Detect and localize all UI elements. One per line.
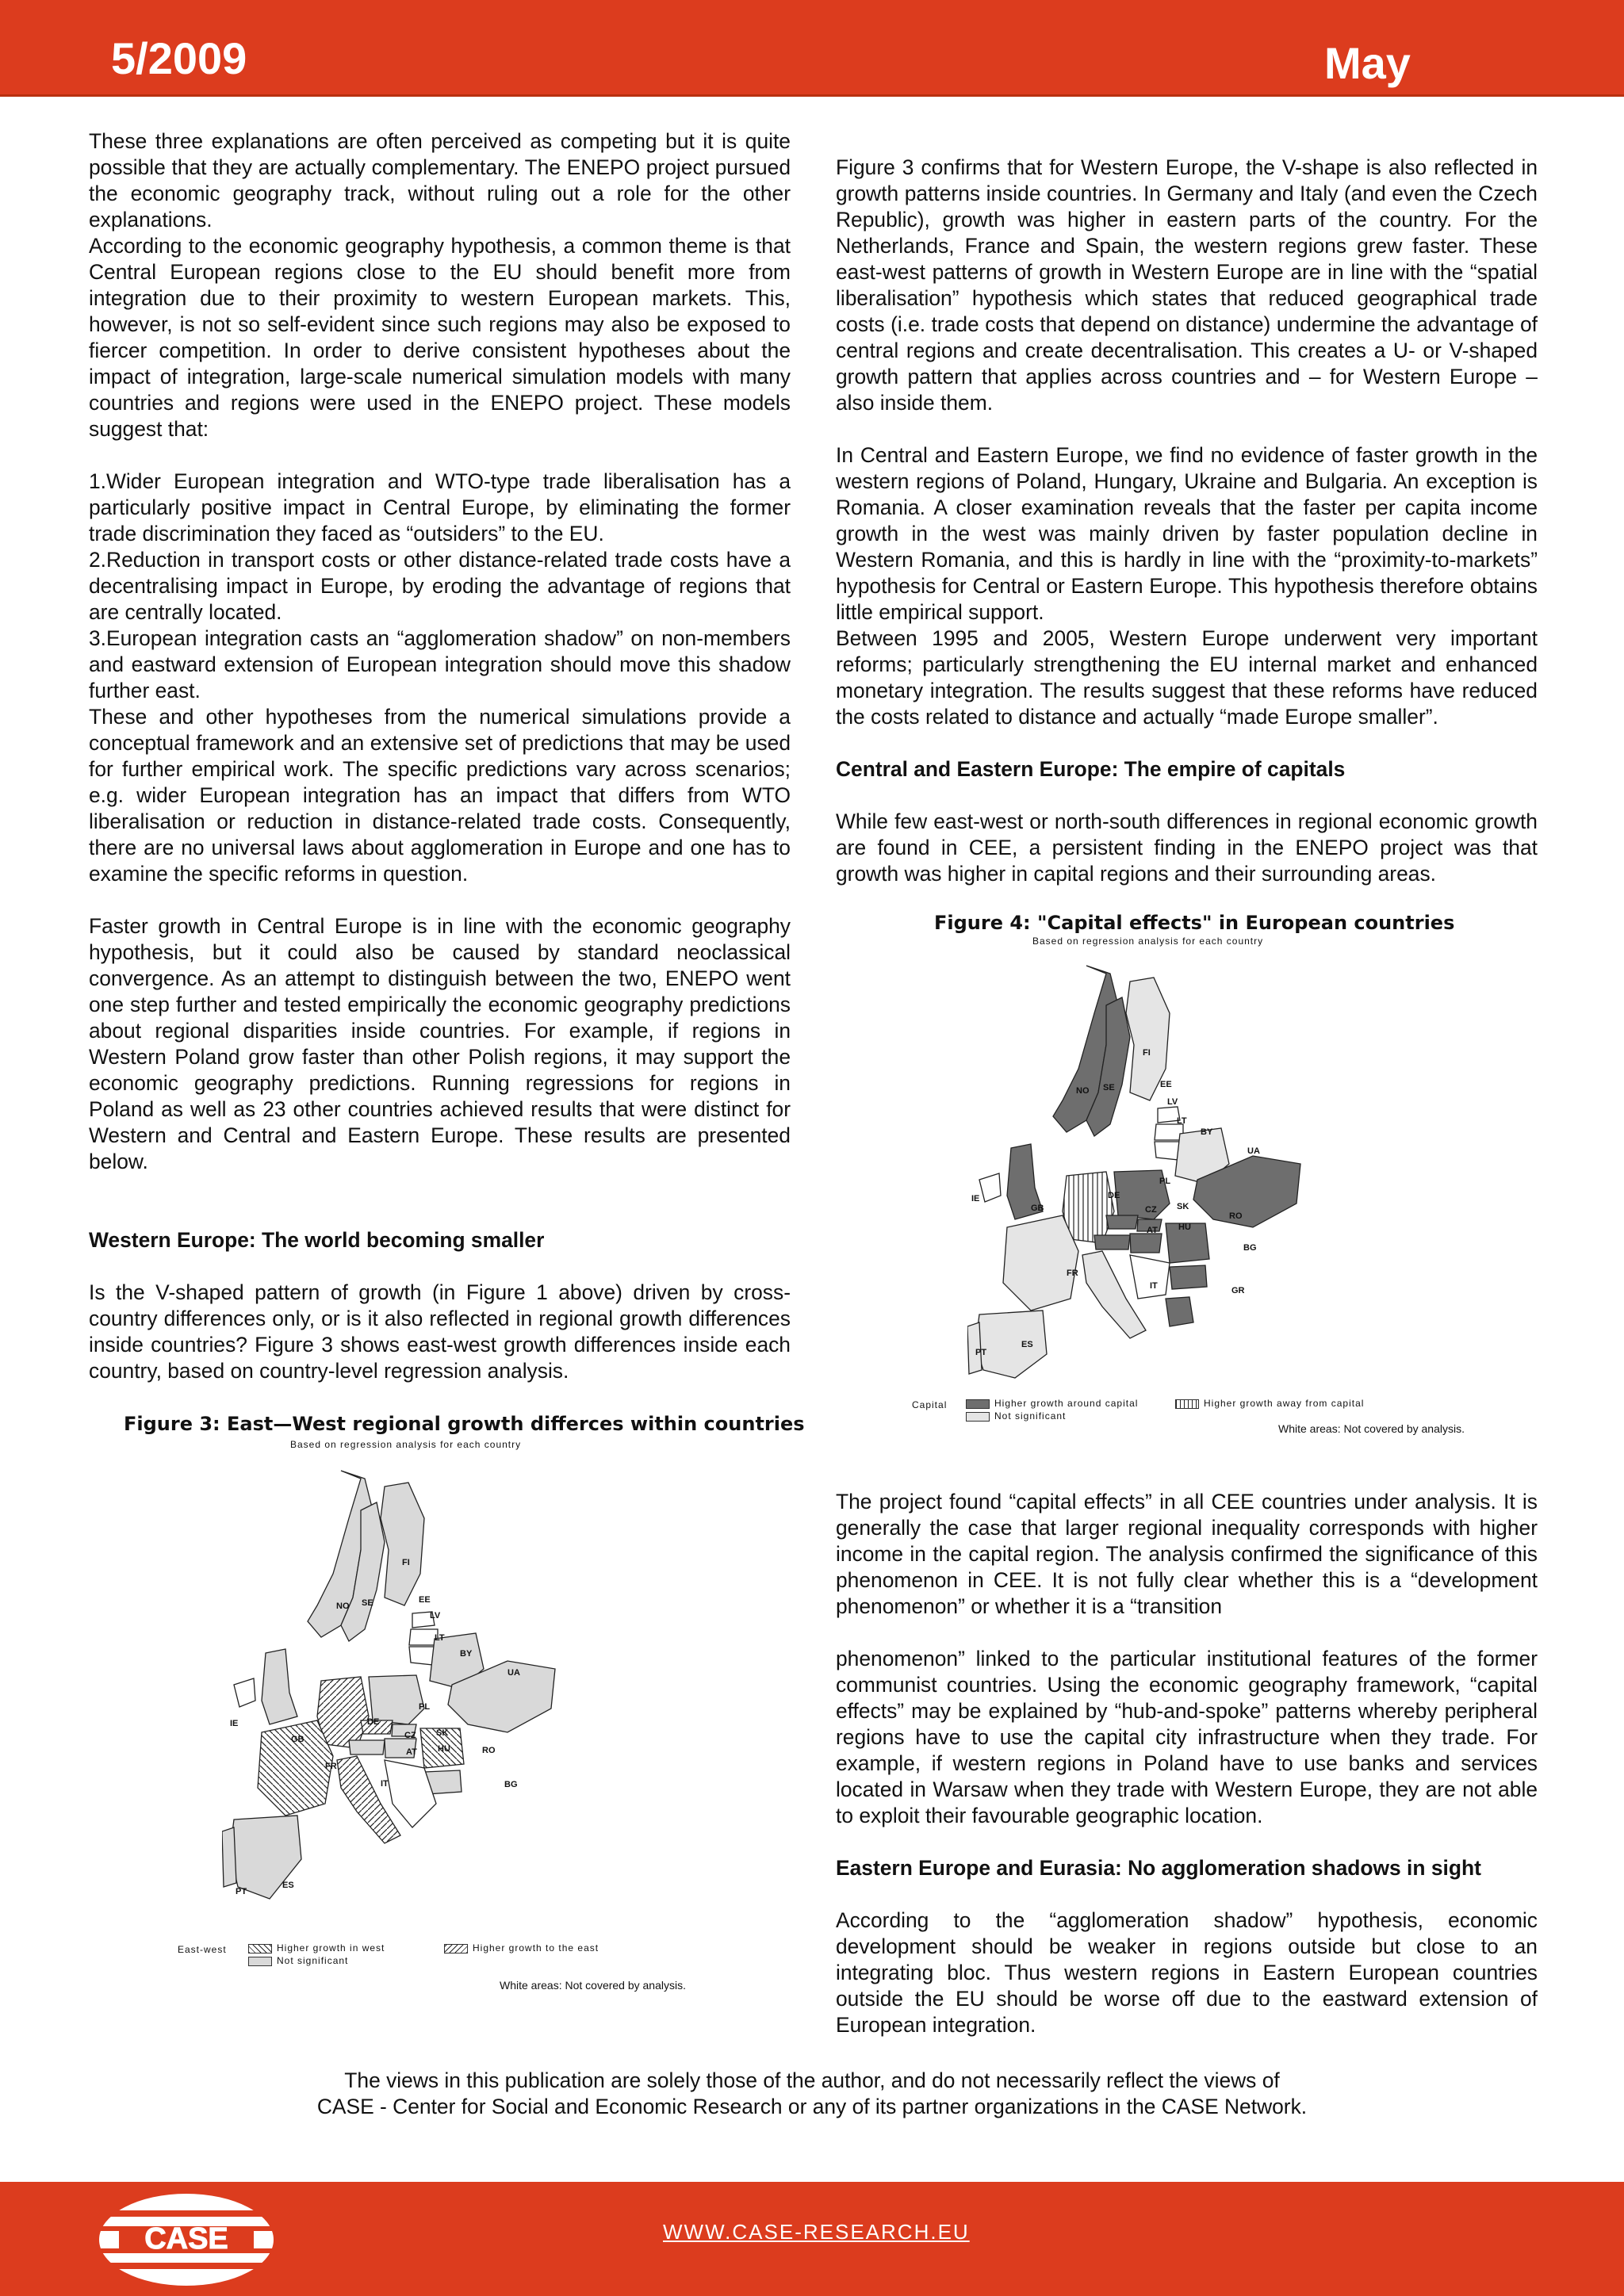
map-region-hu bbox=[1130, 1234, 1162, 1253]
legend-item: Higher growth around capital bbox=[966, 1398, 1138, 1409]
map-label: DE bbox=[1108, 1191, 1120, 1200]
paragraph: According to the economic geography hypothesis, a common theme is that Central European regions close to the EU should benefit more from integration due to their proximity to western European markets. This, however, is not so self-evident since such regions may also be exposed to fiercer competition. In order to derive consistent hypotheses about the impact of integration, large-scale numerical simulation models with many countries and regions were used in the ENEPO project. These models suggest that: bbox=[89, 234, 791, 441]
map-label: LV bbox=[1167, 1097, 1178, 1107]
map-label: GB bbox=[291, 1735, 304, 1744]
map-region-ie bbox=[979, 1173, 1001, 1202]
map-label: LV bbox=[430, 1611, 441, 1621]
map-region-lt bbox=[409, 1647, 435, 1665]
paragraph: According to the “agglomeration shadow” hypothesis, economic development should be weaker in regions outside but close to an integrating bloc. Thus western regions in Eastern European countries outside the EU should be worse off due to the eastward extension of European integration. bbox=[836, 1908, 1538, 2037]
legend-swatch-east bbox=[444, 1944, 468, 1954]
legend-label: Capital bbox=[912, 1399, 948, 1410]
map-label: CZ bbox=[404, 1731, 416, 1740]
map-label: RO bbox=[1229, 1211, 1243, 1221]
map-label: NO bbox=[1076, 1086, 1090, 1096]
legend-item: Higher growth in west bbox=[248, 1942, 385, 1954]
map-region-cz bbox=[1106, 1215, 1138, 1229]
paragraph: Faster growth in Central Europe is in line with the economic geography hypothesis, but it could also be caused by standard neoclassical convergence. As an attempt to distinguish between the two, ENEPO went one step further and tested empirically the economic geography predictions about regional disparities inside countries. For example, if regions in Western Poland grow faster than other Polish regions, it may support the economic geography predictions. Running regressions for regions in Poland as well as 23 other countries achieved results that were distinct for Western and Central and Eastern Europe. These results are presented below. bbox=[89, 914, 791, 1173]
header-bar bbox=[0, 0, 1624, 97]
website-link[interactable]: WWW.CASE-RESEARCH.EU bbox=[663, 2220, 970, 2244]
section-heading: Western Europe: The world becoming smaller bbox=[89, 1228, 545, 1252]
logo-text: CASE bbox=[144, 2222, 228, 2256]
map-label: BY bbox=[460, 1649, 473, 1659]
map-label: AT bbox=[406, 1747, 417, 1757]
map-label: LT bbox=[1177, 1116, 1187, 1126]
paragraph: These three explanations are often perceived as competing but it is quite possible that they are actually complementary. The ENEPO project pursued the economic geography track, without ruling out a role for the other explanations. bbox=[89, 129, 791, 232]
map-region-fr bbox=[1003, 1215, 1078, 1311]
legend-item: Not significant bbox=[966, 1410, 1066, 1422]
right-column bbox=[836, 155, 1538, 887]
left-column bbox=[89, 128, 791, 1384]
map-label: EE bbox=[1160, 1080, 1172, 1089]
paragraph: In Central and Eastern Europe, we find no evidence of faster growth in the western regions of Poland, Hungary, Ukraine and Bulgaria. An exception is Romania. A closer examination reveals that the faster per capita income growth in the west was mainly driven by faster population decline in Western Romania, and this is hardly in line with the “proximity-to-markets” hypothesis for Central or Eastern Europe. This hypothesis therefore obtains little empirical support. bbox=[836, 443, 1538, 624]
section-heading: Central and Eastern Europe: The empire of capitals bbox=[836, 757, 1346, 781]
map-region-gb bbox=[262, 1649, 297, 1724]
map-label: PT bbox=[975, 1348, 987, 1357]
map-label: SE bbox=[1103, 1083, 1115, 1093]
map-label: SK bbox=[1177, 1202, 1189, 1211]
map-label: IE bbox=[230, 1719, 239, 1728]
map-region-lv bbox=[1155, 1124, 1183, 1140]
case-logo bbox=[95, 2188, 278, 2291]
map-label: AT bbox=[1147, 1226, 1158, 1235]
map-label: FR bbox=[325, 1762, 337, 1771]
paragraph: While few east-west or north-south differences in regional economic growth are found in CEE, a persistent finding in the ENEPO project was that growth was higher in capital regions and their surrounding areas. bbox=[836, 809, 1538, 886]
legend-item: Higher growth away from capital bbox=[1175, 1398, 1364, 1409]
map-label: UA bbox=[1247, 1146, 1260, 1156]
map-label: UA bbox=[508, 1668, 520, 1678]
legend-swatch-away bbox=[1175, 1399, 1199, 1409]
map-region-balkans bbox=[385, 1760, 436, 1827]
map-label: GB bbox=[1031, 1203, 1044, 1213]
paragraph: phenomenon” linked to the particular institutional features of the former communist countries. Using the economic geography framework, “capital effects” may be explained by “hub-and-spoke” patterns whereby peripheral regions have to use the capital city infrastructure when they trade. For example, if western regions in Poland have to use banks and services located in Warsaw when they trade with Western Europe, they are not able to exploit their favourable geographic location. bbox=[836, 1647, 1538, 1827]
map-label: FI bbox=[402, 1558, 410, 1567]
map-region-at bbox=[349, 1740, 385, 1755]
map-label: EE bbox=[419, 1595, 431, 1605]
map-label: SE bbox=[362, 1598, 373, 1608]
map-label: HU bbox=[1178, 1223, 1191, 1232]
map-label: BY bbox=[1201, 1127, 1213, 1137]
map-label: IT bbox=[381, 1779, 389, 1789]
paragraph: Is the V-shaped pattern of growth (in Figure 1 above) driven by cross-country differences only, or is it also reflected in regional growth differences inside countries? Figure 3 shows east-west growth differences inside each country, based on country-level regression analysis. bbox=[89, 1280, 791, 1383]
map-region-lv bbox=[409, 1629, 438, 1645]
map-region-es bbox=[975, 1311, 1047, 1378]
map-label: LT bbox=[435, 1633, 445, 1643]
legend-item: Higher growth to the east bbox=[444, 1942, 599, 1954]
disclaimer-line: CASE - Center for Social and Economic Research or any of its partner organizations in the CASE Network. bbox=[316, 2095, 1308, 2118]
map-label: IE bbox=[971, 1194, 980, 1203]
figure-title: Figure 3: East—West regional growth differces within countries bbox=[124, 1413, 805, 1435]
map-label: DE bbox=[367, 1717, 380, 1727]
map-label: ES bbox=[1021, 1340, 1033, 1349]
map-region-fi bbox=[381, 1483, 424, 1605]
disclaimer-line: The views in this publication are solely those of the author, and do not necessarily reflect the views of bbox=[344, 2068, 1280, 2092]
issue-number: 5/2009 bbox=[111, 33, 247, 83]
disclaimer bbox=[0, 2068, 1624, 2120]
right-column-lower bbox=[836, 1489, 1538, 2038]
map-label: NO bbox=[336, 1601, 350, 1611]
map-label: FI bbox=[1143, 1048, 1151, 1058]
map-label: GR bbox=[1231, 1286, 1245, 1295]
map-label: CZ bbox=[1145, 1205, 1157, 1215]
map-label: BG bbox=[504, 1780, 518, 1789]
map-label: IT bbox=[1150, 1281, 1158, 1291]
map-label: SK bbox=[436, 1728, 449, 1738]
list-item: 3.European integration casts an “agglomeration shadow” on non-members and eastward extension of European integration should move this shadow further east. bbox=[89, 626, 791, 702]
legend-item: Not significant bbox=[248, 1955, 348, 1966]
paragraph: The project found “capital effects” in all CEE countries under analysis. It is generally the case that larger regional inequality corresponds with higher income in the capital region. The analysis confirmed the significance of this phenomenon in CEE. It is not fully clear whether this is a “development phenomenon” or whether it is a “transition bbox=[836, 1490, 1538, 1618]
map-label: FR bbox=[1067, 1269, 1078, 1278]
issue-month: May bbox=[1324, 38, 1411, 88]
legend-swatch-capital bbox=[966, 1399, 990, 1409]
map-label: PL bbox=[419, 1702, 431, 1712]
figure-subtitle: Based on regression analysis for each country bbox=[1032, 936, 1264, 947]
figure-subtitle: Based on regression analysis for each country bbox=[290, 1439, 522, 1450]
paragraph: These and other hypotheses from the numerical simulations provide a conceptual framework and an extensive set of predictions that may be used for further empirical work. The specific predictions vary across scenarios; e.g. wider European integration has an impact that differs from WTO liberalisation or reduction in distance-related trade costs. Consequently, there are no universal laws about agglomeration in Europe and one has to examine the specific reforms in question. bbox=[89, 705, 791, 886]
legend-swatch-not-significant bbox=[248, 1957, 272, 1966]
map-region-lt bbox=[1155, 1142, 1180, 1160]
map-region-balkans bbox=[1130, 1255, 1170, 1299]
map-label: ES bbox=[282, 1881, 294, 1890]
map-label: PL bbox=[1159, 1177, 1171, 1186]
section-heading: Eastern Europe and Eurasia: No agglomeration shadows in sight bbox=[836, 1856, 1481, 1880]
figure-title: Figure 4: "Capital effects" in European countries bbox=[934, 912, 1455, 934]
figure-note: White areas: Not covered by analysis. bbox=[1278, 1422, 1465, 1435]
paragraph: Figure 3 confirms that for Western Europe, the V-shape is also reflected in growth patterns inside countries. In Germany and Italy (and even the Czech Republic), growth was higher in eastern parts of the country. For the Netherlands, France and Spain, the western regions grew faster. These east-west patterns of growth in Western Europe are in line with the “spatial liberalisation” hypothesis which states that reduced geographical trade costs (i.e. trade costs that depend on distance) undermine the advantage of central regions and create decentralisation. This creates a U- or V-shaped growth pattern that applies across countries and – for Western Europe – also inside them. bbox=[836, 155, 1538, 415]
map-label: HU bbox=[438, 1744, 450, 1754]
list-item: 2.Reduction in transport costs or other distance-related trade costs have a decentralising impact in Europe, by eroding the advantage of regions that are centrally located. bbox=[89, 548, 791, 624]
map-region-bg bbox=[1170, 1265, 1207, 1289]
figure-note: White areas: Not covered by analysis. bbox=[500, 1979, 686, 1992]
paragraph: Between 1995 and 2005, Western Europe underwent very important reforms; particularly strengthening the EU internal market and enhanced monetary integration. The results suggest that these reforms have reduced the costs related to distance and actually “made Europe smaller”. bbox=[836, 626, 1538, 729]
legend-swatch-west bbox=[248, 1944, 272, 1954]
europe-map-capital-effects bbox=[967, 950, 1324, 1394]
legend-swatch-not-significant bbox=[966, 1412, 990, 1422]
map-label: RO bbox=[482, 1746, 496, 1755]
map-region-at bbox=[1094, 1235, 1130, 1249]
map-region-pt bbox=[222, 1827, 236, 1887]
map-region-ie bbox=[234, 1678, 255, 1707]
europe-map-east-west bbox=[222, 1455, 587, 1931]
list-item: 1.Wider European integration and WTO-type trade liberalisation has a particularly positive impact in Central Europe, by eliminating the former trade discrimination they faced as “outsiders” to the EU. bbox=[89, 469, 791, 545]
map-label: BG bbox=[1243, 1243, 1257, 1253]
legend-label: East-west bbox=[178, 1944, 227, 1955]
map-region-gr bbox=[1166, 1297, 1193, 1326]
map-label: PT bbox=[236, 1887, 247, 1896]
